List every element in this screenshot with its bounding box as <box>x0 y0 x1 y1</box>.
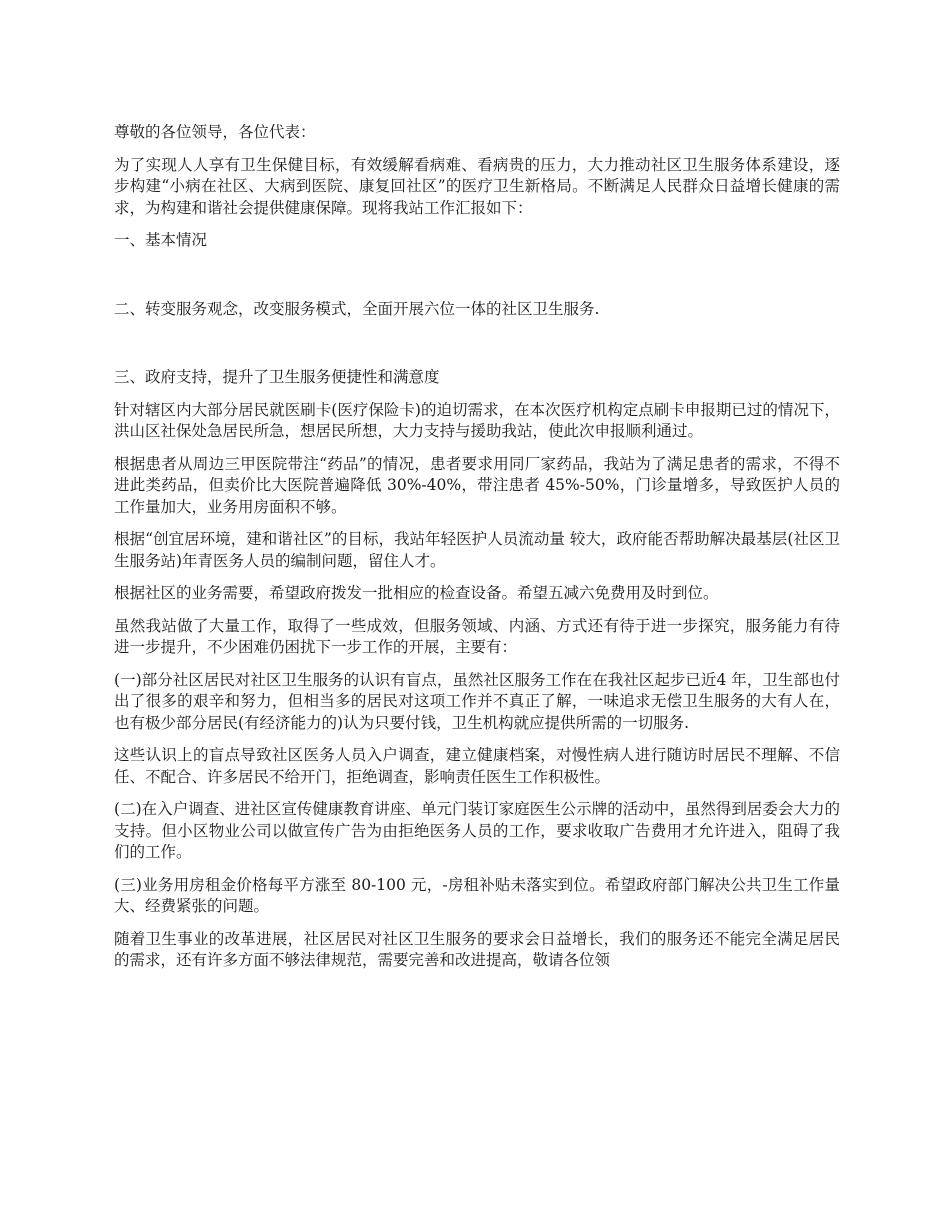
body-paragraph: 这些认识上的盲点导致社区医务人员入户调查，建立健康档案，对慢性病人进行随访时居民不理解、不信任、不配合、许多居民不给开门，拒绝调查，影响责任医生工作积极性。 <box>114 746 840 786</box>
greeting: 尊敬的各位领导，各位代表： <box>114 123 316 141</box>
body-paragraph: 根据社区的业务需要，希望政府拨发一批相应的检查设备。希望五减六免费用及时到位。 <box>114 584 719 602</box>
body-paragraph: 根据患者从周边三甲医院带注“药品”的情况，患者要求用同厂家药品，我站为了满足患者的需求，不得不进此类药品，但卖价比大医院普遍降低 30%-40%，带注患者 45%-50%，门诊量增多，导致医护人员的工作量加大，业务用房面积不够。 <box>114 454 840 516</box>
body-paragraph: 针对辖区内大部分居民就医刷卡(医疗保险卡)的迫切需求，在本次医疗机构定点刷卡申报期已过的情况下，洪山区社保处急居民所急，想居民所想，大力支持与援助我站，使此次申报顺利通过。 <box>114 400 840 440</box>
intro-paragraph: 为了实现人人享有卫生保健目标，有效缓解看病难、看病贵的压力，大力推动社区卫生服务体系建设，逐步构建“小病在社区、大病到医院、康复回社区”的医疗卫生新格局。不断满足人民群众日益增长健康的需求，为构建和谐社会提供健康保障。现将我站工作汇报如下： <box>114 155 840 217</box>
document-page <box>114 122 840 983</box>
body-paragraph: (二)在入户调查、进社区宣传健康教育讲座、单元门装订家庭医生公示牌的活动中，虽然得到居委会大力的支持。但小区物业公司以做宣传广告为由拒绝医务人员的工作，要求收取广告费用才允许进入，阻碍了我们的工作。 <box>114 800 840 861</box>
body-paragraph: (三)业务用房租金价格每平方涨至 80-100 元，-房租补贴未落实到位。希望政府部门解决公共卫生工作量大、经费紧张的问题。 <box>114 875 840 915</box>
body-paragraph: 虽然我站做了大量工作，取得了一些成效，但服务领域、内涵、方式还有待于进一步探究，服务能力有待进一步提升，不少困难仍困扰下一步工作的开展，主要有： <box>114 616 840 656</box>
body-paragraph: 根据“创宜居环境，建和谐社区”的目标，我站年轻医护人员流动量 较大，政府能否帮助解决最基层(社区卫生服务站)年青医务人员的编制问题，留住人才。 <box>114 530 840 570</box>
body-paragraph: (一)部分社区居民对社区卫生服务的认识有盲点，虽然社区服务工作在在我社区起步已近4 年，卫生部也付出了很多的艰辛和努力，但相当多的居民对这项工作并不真正了解，一味追求无偿卫生服务的大有人在，也有极少部分居民(有经济能力的)认为只要付钱，卫生机构就应提供所需的一切服务. <box>114 670 840 732</box>
section-heading-1: 一、基本情况 <box>114 231 208 249</box>
body-paragraph: 随着卫生事业的改革进展，社区居民对社区卫生服务的要求会日益增长，我们的服务还不能完全满足居民的需求，还有许多方面不够法律规范，需要完善和改进提高，敬请各位领 <box>114 929 840 969</box>
section-heading-2: 二、转变服务观念，改变服务模式，全面开展六位一体的社区卫生服务. <box>114 299 600 318</box>
section-heading-3: 三、政府支持，提升了卫生服务便捷性和满意度 <box>114 368 440 386</box>
